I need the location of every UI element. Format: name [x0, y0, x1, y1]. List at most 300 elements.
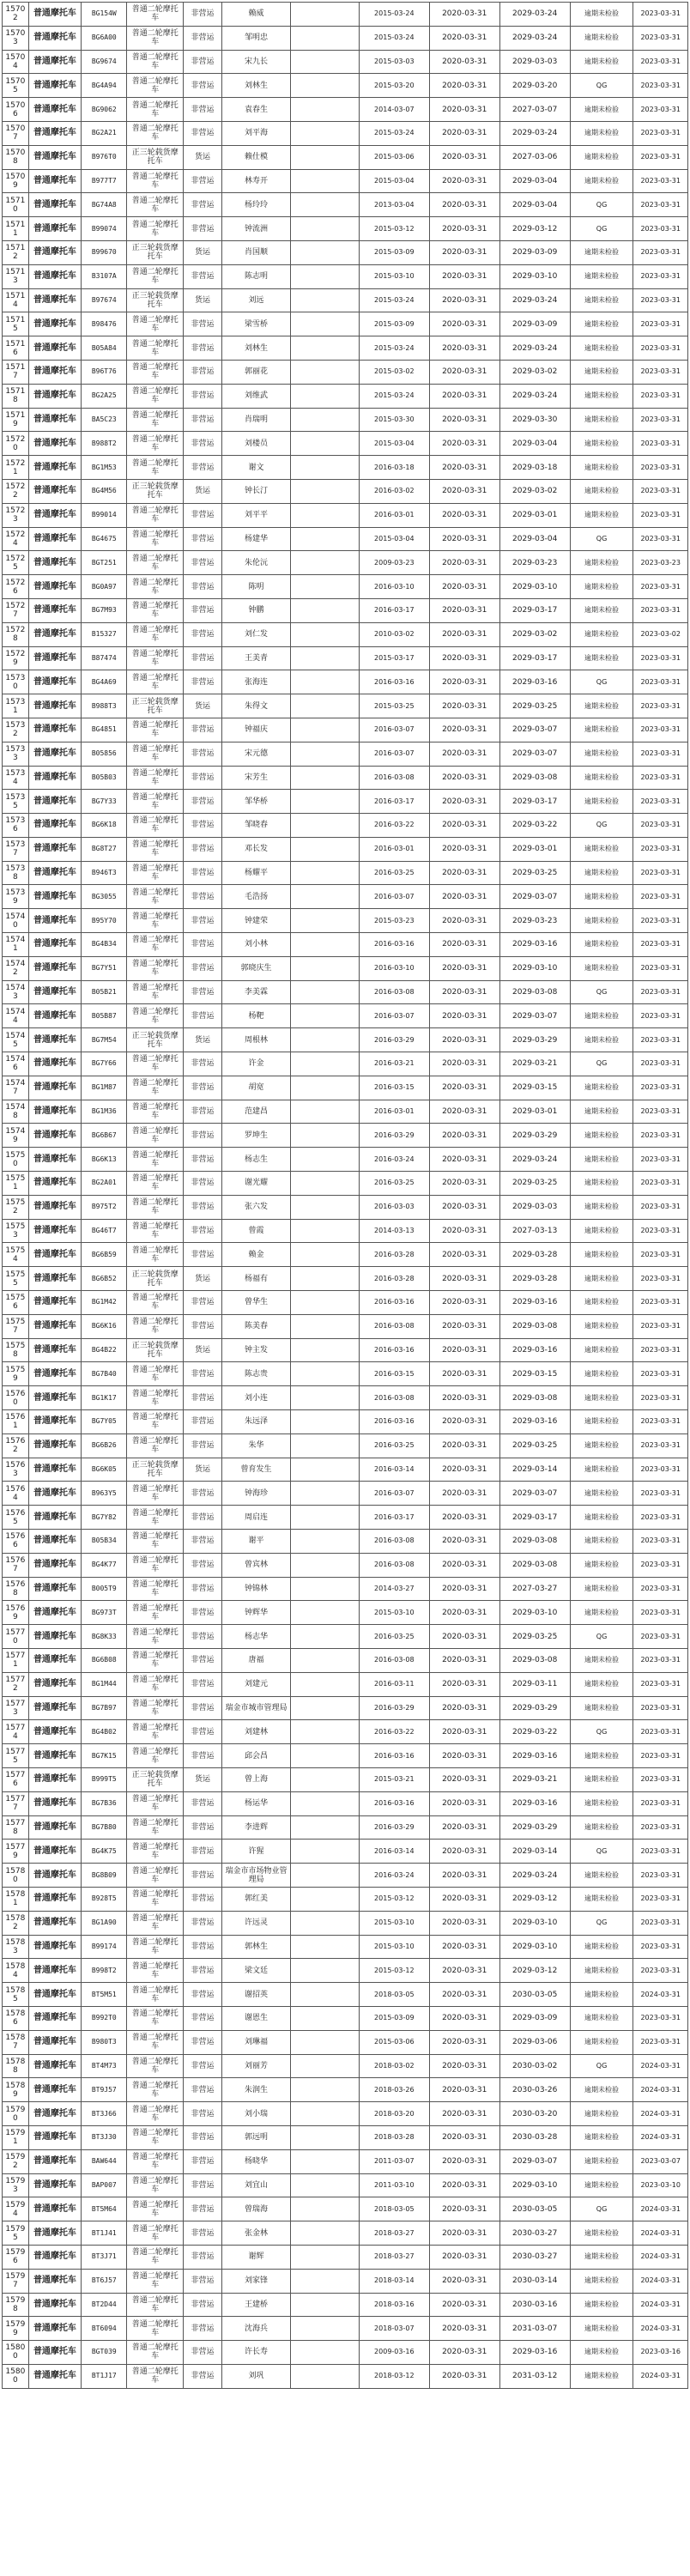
- row-id-cell: 15730: [3, 670, 29, 694]
- status-cell: 逾期未检验: [570, 121, 633, 145]
- vehicle-type-cell: 普通二轮摩托车: [127, 2149, 184, 2173]
- status-cell: 逾期未检验: [570, 933, 633, 957]
- usage-type-cell: 非营运: [183, 2078, 221, 2102]
- vehicle-category-cell: 普通摩托车: [28, 1935, 81, 1959]
- vehicle-category-cell: 普通摩托车: [28, 551, 81, 575]
- row-id-cell: 15753: [3, 1219, 29, 1243]
- blank-cell-cell: [290, 2102, 359, 2126]
- owner-name-cell: 许猩: [222, 1840, 291, 1864]
- vehicle-category-cell: 普通摩托车: [28, 2030, 81, 2054]
- owner-name-cell: 谢光耀: [222, 1172, 291, 1196]
- status-cell: 逾期未检验: [570, 1314, 633, 1338]
- scrap-date-cell: 2029-03-17: [499, 646, 570, 670]
- first-registration-date-cell: 2011-03-10: [359, 2173, 429, 2197]
- usage-type-cell: 非营运: [183, 980, 221, 1004]
- row-id-cell: 15713: [3, 264, 29, 288]
- table-row: [3, 1362, 688, 1386]
- usage-type-cell: 货运: [183, 1338, 221, 1362]
- plate-number-cell: BG6K13: [82, 1148, 127, 1172]
- status-cell: 逾期未检验: [570, 432, 633, 456]
- blank-cell-cell: [290, 814, 359, 838]
- scrap-date-cell: 2029-03-24: [499, 26, 570, 50]
- scrap-date-cell: 2029-03-11: [499, 1672, 570, 1696]
- vehicle-type-cell: 普通二轮摩托车: [127, 670, 184, 694]
- table-row: [3, 479, 688, 503]
- table-row: [3, 2006, 688, 2030]
- blank-cell-cell: [290, 312, 359, 336]
- vehicle-type-cell: 普通二轮摩托车: [127, 217, 184, 241]
- owner-name-cell: 朱华: [222, 1433, 291, 1458]
- scrap-date-cell: 2029-03-08: [499, 1386, 570, 1410]
- scrap-date-cell: 2030-03-02: [499, 2054, 570, 2078]
- blank-cell-cell: [290, 933, 359, 957]
- valid-until-cell: 2023-03-31: [633, 933, 688, 957]
- vehicle-category-cell: 普通摩托车: [28, 1291, 81, 1315]
- vehicle-type-cell: 普通二轮摩托车: [127, 2269, 184, 2293]
- first-registration-date-cell: 2015-03-06: [359, 2030, 429, 2054]
- row-id-cell: 15728: [3, 622, 29, 646]
- owner-name-cell: 刘小瑞: [222, 2102, 291, 2126]
- blank-cell-cell: [290, 2364, 359, 2388]
- usage-type-cell: 非营运: [183, 766, 221, 790]
- first-registration-date-cell: 2015-03-24: [359, 26, 429, 50]
- blank-cell-cell: [290, 264, 359, 288]
- status-cell: 逾期未检验: [570, 551, 633, 575]
- table-row: [3, 2364, 688, 2388]
- blank-cell-cell: [290, 1172, 359, 1196]
- inspection-date-cell: 2020-03-31: [429, 670, 499, 694]
- blank-cell-cell: [290, 2030, 359, 2054]
- vehicle-category-cell: 普通摩托车: [28, 1076, 81, 1100]
- status-cell: 逾期未检验: [570, 384, 633, 408]
- plate-number-cell: B05B21: [82, 980, 127, 1004]
- row-id-cell: 15772: [3, 1672, 29, 1696]
- inspection-date-cell: 2020-03-31: [429, 1815, 499, 1840]
- owner-name-cell: 朱得文: [222, 694, 291, 718]
- first-registration-date-cell: 2016-03-29: [359, 1124, 429, 1148]
- blank-cell-cell: [290, 3, 359, 27]
- table-row: [3, 1959, 688, 1983]
- plate-number-cell: BG8K33: [82, 1625, 127, 1649]
- valid-until-cell: 2023-03-31: [633, 217, 688, 241]
- owner-name-cell: 钟辉华: [222, 1601, 291, 1625]
- scrap-date-cell: 2029-03-14: [499, 1458, 570, 1482]
- status-cell: 逾期未检验: [570, 956, 633, 980]
- vehicle-category-cell: 普通摩托车: [28, 1506, 81, 1530]
- vehicle-type-cell: 普通二轮摩托车: [127, 527, 184, 551]
- inspection-date-cell: 2020-03-31: [429, 1076, 499, 1100]
- status-cell: 逾期未检验: [570, 742, 633, 766]
- usage-type-cell: 非营运: [183, 1553, 221, 1577]
- scrap-date-cell: 2029-03-04: [499, 432, 570, 456]
- blank-cell-cell: [290, 551, 359, 575]
- first-registration-date-cell: 2009-03-16: [359, 2341, 429, 2365]
- scrap-date-cell: 2030-03-26: [499, 2078, 570, 2102]
- usage-type-cell: 非营运: [183, 1124, 221, 1148]
- inspection-date-cell: 2020-03-31: [429, 1577, 499, 1601]
- vehicle-category-cell: 普通摩托车: [28, 264, 81, 288]
- first-registration-date-cell: 2016-03-29: [359, 1028, 429, 1052]
- status-cell: 逾期未检验: [570, 1887, 633, 1911]
- vehicle-category-cell: 普通摩托车: [28, 2221, 81, 2246]
- plate-number-cell: BT1J41: [82, 2221, 127, 2246]
- plate-number-cell: BT3J30: [82, 2125, 127, 2149]
- blank-cell-cell: [290, 2341, 359, 2365]
- table-row: [3, 1219, 688, 1243]
- plate-number-cell: BG7Y66: [82, 1052, 127, 1076]
- table-row: [3, 670, 688, 694]
- scrap-date-cell: 2029-03-07: [499, 885, 570, 909]
- row-id-cell: 15790: [3, 2102, 29, 2126]
- inspection-date-cell: 2020-03-31: [429, 1386, 499, 1410]
- plate-number-cell: BG7B80: [82, 1815, 127, 1840]
- table-row: [3, 408, 688, 432]
- row-id-cell: 15766: [3, 1530, 29, 1554]
- scrap-date-cell: 2027-03-13: [499, 1219, 570, 1243]
- vehicle-type-cell: 普通二轮摩托车: [127, 503, 184, 527]
- row-id-cell: 15706: [3, 98, 29, 122]
- vehicle-type-cell: 正三轮载货摩托车: [127, 240, 184, 264]
- valid-until-cell: 2023-03-31: [633, 1314, 688, 1338]
- valid-until-cell: 2023-03-31: [633, 145, 688, 169]
- valid-until-cell: 2023-03-31: [633, 527, 688, 551]
- row-id-cell: 15745: [3, 1028, 29, 1052]
- owner-name-cell: 钟建荣: [222, 909, 291, 933]
- scrap-date-cell: 2029-03-24: [499, 3, 570, 27]
- scrap-date-cell: 2029-03-06: [499, 2030, 570, 2054]
- plate-number-cell: BAP007: [82, 2173, 127, 2197]
- first-registration-date-cell: 2016-03-21: [359, 1052, 429, 1076]
- first-registration-date-cell: 2018-03-05: [359, 1983, 429, 2007]
- table-row: [3, 456, 688, 480]
- scrap-date-cell: 2030-03-16: [499, 2293, 570, 2317]
- owner-name-cell: 梁文廷: [222, 1959, 291, 1983]
- blank-cell-cell: [290, 527, 359, 551]
- owner-name-cell: 朱润生: [222, 2078, 291, 2102]
- blank-cell-cell: [290, 1672, 359, 1696]
- vehicle-category-cell: 普通摩托车: [28, 336, 81, 361]
- row-id-cell: 15799: [3, 2317, 29, 2341]
- vehicle-category-cell: 普通摩托车: [28, 121, 81, 145]
- usage-type-cell: 非营运: [183, 575, 221, 599]
- table-row: [3, 1530, 688, 1554]
- plate-number-cell: BT1J17: [82, 2364, 127, 2388]
- valid-until-cell: 2023-03-31: [633, 718, 688, 742]
- scrap-date-cell: 2029-03-09: [499, 312, 570, 336]
- inspection-date-cell: 2020-03-31: [429, 456, 499, 480]
- blank-cell-cell: [290, 885, 359, 909]
- owner-name-cell: 朱远泽: [222, 1410, 291, 1434]
- inspection-date-cell: 2020-03-31: [429, 575, 499, 599]
- owner-name-cell: 陈志明: [222, 264, 291, 288]
- valid-until-cell: 2023-03-31: [633, 1959, 688, 1983]
- status-cell: 逾期未检验: [570, 1458, 633, 1482]
- scrap-date-cell: 2029-03-17: [499, 1506, 570, 1530]
- table-body: [3, 3, 688, 2389]
- status-cell: 逾期未检验: [570, 1004, 633, 1028]
- vehicle-category-cell: 普通摩托车: [28, 527, 81, 551]
- usage-type-cell: 非营运: [183, 1195, 221, 1219]
- owner-name-cell: 王美青: [222, 646, 291, 670]
- table-row: [3, 527, 688, 551]
- valid-until-cell: 2023-03-31: [633, 1124, 688, 1148]
- vehicle-type-cell: 正三轮载货摩托车: [127, 145, 184, 169]
- first-registration-date-cell: 2015-03-12: [359, 217, 429, 241]
- first-registration-date-cell: 2015-03-17: [359, 646, 429, 670]
- valid-until-cell: 2023-03-31: [633, 2006, 688, 2030]
- first-registration-date-cell: 2016-03-16: [359, 1291, 429, 1315]
- scrap-date-cell: 2029-03-08: [499, 1314, 570, 1338]
- owner-name-cell: 郭丽花: [222, 360, 291, 384]
- vehicle-type-cell: 普通二轮摩托车: [127, 1959, 184, 1983]
- status-cell: 逾期未检验: [570, 26, 633, 50]
- table-row: [3, 1815, 688, 1840]
- table-row: [3, 1338, 688, 1362]
- owner-name-cell: 张金林: [222, 2221, 291, 2246]
- usage-type-cell: 非营运: [183, 432, 221, 456]
- status-cell: 逾期未检验: [570, 837, 633, 861]
- valid-until-cell: 2023-03-31: [633, 432, 688, 456]
- table-row: [3, 1672, 688, 1696]
- row-id-cell: 15714: [3, 288, 29, 312]
- first-registration-date-cell: 2015-03-24: [359, 3, 429, 27]
- plate-number-cell: B15327: [82, 622, 127, 646]
- vehicle-category-cell: 普通摩托车: [28, 1338, 81, 1362]
- inspection-date-cell: 2020-03-31: [429, 766, 499, 790]
- blank-cell-cell: [290, 74, 359, 98]
- vehicle-category-cell: 普通摩托车: [28, 2078, 81, 2102]
- plate-number-cell: B999T5: [82, 1767, 127, 1791]
- first-registration-date-cell: 2016-03-14: [359, 1458, 429, 1482]
- usage-type-cell: 非营运: [183, 1577, 221, 1601]
- plate-number-cell: BG4K77: [82, 1553, 127, 1577]
- vehicle-type-cell: 普通二轮摩托车: [127, 50, 184, 74]
- usage-type-cell: 非营运: [183, 336, 221, 361]
- valid-until-cell: 2023-03-31: [633, 1482, 688, 1506]
- usage-type-cell: 非营运: [183, 456, 221, 480]
- status-cell: 逾期未检验: [570, 240, 633, 264]
- inspection-date-cell: 2020-03-31: [429, 240, 499, 264]
- table-row: [3, 1983, 688, 2007]
- table-row: [3, 336, 688, 361]
- status-cell: 逾期未检验: [570, 1815, 633, 1840]
- inspection-date-cell: 2020-03-31: [429, 909, 499, 933]
- scrap-date-cell: 2029-03-25: [499, 1172, 570, 1196]
- inspection-date-cell: 2020-03-31: [429, 622, 499, 646]
- valid-until-cell: 2023-03-31: [633, 1553, 688, 1577]
- plate-number-cell: B988T3: [82, 694, 127, 718]
- owner-name-cell: 张海连: [222, 670, 291, 694]
- row-id-cell: 15797: [3, 2269, 29, 2293]
- vehicle-category-cell: 普通摩托车: [28, 1696, 81, 1720]
- table-row: [3, 3, 688, 27]
- valid-until-cell: 2023-03-31: [633, 885, 688, 909]
- row-id-cell: 15739: [3, 885, 29, 909]
- status-cell: QG: [570, 670, 633, 694]
- scrap-date-cell: 2029-03-07: [499, 1004, 570, 1028]
- inspection-date-cell: 2020-03-31: [429, 551, 499, 575]
- scrap-date-cell: 2029-03-22: [499, 814, 570, 838]
- row-id-cell: 15744: [3, 1004, 29, 1028]
- owner-name-cell: 范建昌: [222, 1100, 291, 1124]
- owner-name-cell: 钟海珍: [222, 1482, 291, 1506]
- valid-until-cell: 2023-03-31: [633, 3, 688, 27]
- owner-name-cell: 杨志华: [222, 1625, 291, 1649]
- valid-until-cell: 2023-03-31: [633, 1458, 688, 1482]
- first-registration-date-cell: 2016-03-29: [359, 1696, 429, 1720]
- inspection-date-cell: 2020-03-31: [429, 2125, 499, 2149]
- vehicle-type-cell: 普通二轮摩托车: [127, 336, 184, 361]
- status-cell: 逾期未检验: [570, 456, 633, 480]
- inspection-date-cell: 2020-03-31: [429, 2006, 499, 2030]
- vehicle-type-cell: 普通二轮摩托车: [127, 742, 184, 766]
- first-registration-date-cell: 2015-03-30: [359, 408, 429, 432]
- plate-number-cell: BG7M54: [82, 1028, 127, 1052]
- usage-type-cell: 非营运: [183, 2173, 221, 2197]
- inspection-date-cell: 2020-03-31: [429, 479, 499, 503]
- status-cell: 逾期未检验: [570, 1291, 633, 1315]
- valid-until-cell: 2023-03-31: [633, 1767, 688, 1791]
- valid-until-cell: 2023-03-31: [633, 646, 688, 670]
- inspection-date-cell: 2020-03-31: [429, 1696, 499, 1720]
- row-id-cell: 15777: [3, 1791, 29, 1815]
- valid-until-cell: 2023-03-10: [633, 2173, 688, 2197]
- table-row: [3, 1124, 688, 1148]
- blank-cell-cell: [290, 193, 359, 217]
- plate-number-cell: B05A84: [82, 336, 127, 361]
- vehicle-type-cell: 普通二轮摩托车: [127, 1887, 184, 1911]
- owner-name-cell: 杨玲玲: [222, 193, 291, 217]
- owner-name-cell: 陈志贵: [222, 1362, 291, 1386]
- table-row: [3, 1911, 688, 1935]
- owner-name-cell: 杨晓华: [222, 2149, 291, 2173]
- owner-name-cell: 袁春生: [222, 98, 291, 122]
- first-registration-date-cell: 2015-03-24: [359, 121, 429, 145]
- plate-number-cell: B95Y70: [82, 909, 127, 933]
- valid-until-cell: 2024-03-31: [633, 2221, 688, 2246]
- plate-number-cell: BG6A00: [82, 26, 127, 50]
- row-id-cell: 15792: [3, 2149, 29, 2173]
- inspection-date-cell: 2020-03-31: [429, 2102, 499, 2126]
- table-row: [3, 861, 688, 885]
- scrap-date-cell: 2029-03-29: [499, 1815, 570, 1840]
- scrap-date-cell: 2030-03-20: [499, 2102, 570, 2126]
- blank-cell-cell: [290, 2125, 359, 2149]
- status-cell: 逾期未检验: [570, 2149, 633, 2173]
- plate-number-cell: BG7K15: [82, 1744, 127, 1768]
- valid-until-cell: 2023-03-31: [633, 1506, 688, 1530]
- usage-type-cell: 非营运: [183, 2149, 221, 2173]
- status-cell: 逾期未检验: [570, 98, 633, 122]
- owner-name-cell: 杨建华: [222, 527, 291, 551]
- blank-cell-cell: [290, 1028, 359, 1052]
- plate-number-cell: BG6B52: [82, 1267, 127, 1291]
- vehicle-category-cell: 普通摩托车: [28, 408, 81, 432]
- inspection-date-cell: 2020-03-31: [429, 1959, 499, 1983]
- valid-until-cell: 2023-03-31: [633, 1076, 688, 1100]
- usage-type-cell: 非营运: [183, 503, 221, 527]
- usage-type-cell: 非营运: [183, 2245, 221, 2269]
- scrap-date-cell: 2029-03-17: [499, 790, 570, 814]
- plate-number-cell: B975T2: [82, 1195, 127, 1219]
- usage-type-cell: 非营运: [183, 2102, 221, 2126]
- plate-number-cell: B98476: [82, 312, 127, 336]
- first-registration-date-cell: 2018-03-20: [359, 2102, 429, 2126]
- vehicle-category-cell: 普通摩托车: [28, 766, 81, 790]
- blank-cell-cell: [290, 1124, 359, 1148]
- blank-cell-cell: [290, 503, 359, 527]
- usage-type-cell: 非营运: [183, 933, 221, 957]
- inspection-date-cell: 2020-03-31: [429, 1052, 499, 1076]
- table-row: [3, 980, 688, 1004]
- usage-type-cell: 非营运: [183, 1840, 221, 1864]
- scrap-date-cell: 2030-03-05: [499, 1983, 570, 2007]
- first-registration-date-cell: 2018-03-16: [359, 2293, 429, 2317]
- valid-until-cell: 2023-03-31: [633, 814, 688, 838]
- row-id-cell: 15733: [3, 742, 29, 766]
- vehicle-category-cell: 普通摩托车: [28, 1911, 81, 1935]
- inspection-date-cell: 2020-03-31: [429, 933, 499, 957]
- table-row: [3, 814, 688, 838]
- owner-name-cell: 赖金: [222, 1243, 291, 1267]
- table-row: [3, 1243, 688, 1267]
- valid-until-cell: 2023-03-31: [633, 193, 688, 217]
- row-id-cell: 15711: [3, 217, 29, 241]
- vehicle-category-cell: 普通摩托车: [28, 718, 81, 742]
- vehicle-type-cell: 正三轮载货摩托车: [127, 1028, 184, 1052]
- scrap-date-cell: 2029-03-24: [499, 121, 570, 145]
- scrap-date-cell: 2029-03-10: [499, 1935, 570, 1959]
- plate-number-cell: BG7B40: [82, 1362, 127, 1386]
- vehicle-type-cell: 普通二轮摩托车: [127, 2245, 184, 2269]
- row-id-cell: 15724: [3, 527, 29, 551]
- vehicle-category-cell: 普通摩托车: [28, 742, 81, 766]
- valid-until-cell: 2023-03-31: [633, 240, 688, 264]
- row-id-cell: 15758: [3, 1338, 29, 1362]
- plate-number-cell: B928T5: [82, 1887, 127, 1911]
- scrap-date-cell: 2031-03-12: [499, 2364, 570, 2388]
- first-registration-date-cell: 2015-03-24: [359, 336, 429, 361]
- row-id-cell: 15798: [3, 2293, 29, 2317]
- row-id-cell: 15761: [3, 1410, 29, 1434]
- inspection-date-cell: 2020-03-31: [429, 2245, 499, 2269]
- status-cell: 逾期未检验: [570, 575, 633, 599]
- scrap-date-cell: 2029-03-24: [499, 1864, 570, 1888]
- table-row: [3, 1028, 688, 1052]
- inspection-date-cell: 2020-03-31: [429, 50, 499, 74]
- vehicle-type-cell: 普通二轮摩托车: [127, 2364, 184, 2388]
- usage-type-cell: 货运: [183, 1267, 221, 1291]
- row-id-cell: 15785: [3, 1983, 29, 2007]
- first-registration-date-cell: 2015-03-10: [359, 1935, 429, 1959]
- usage-type-cell: 非营运: [183, 2293, 221, 2317]
- table-row: [3, 1887, 688, 1911]
- table-row: [3, 1553, 688, 1577]
- valid-until-cell: 2023-03-31: [633, 598, 688, 622]
- plate-number-cell: BG0A97: [82, 575, 127, 599]
- table-row: [3, 169, 688, 193]
- first-registration-date-cell: 2016-03-25: [359, 1625, 429, 1649]
- vehicle-category-cell: 普通摩托车: [28, 622, 81, 646]
- vehicle-type-cell: 普通二轮摩托车: [127, 814, 184, 838]
- scrap-date-cell: 2029-03-08: [499, 1648, 570, 1672]
- status-cell: 逾期未检验: [570, 1648, 633, 1672]
- blank-cell-cell: [290, 1959, 359, 1983]
- first-registration-date-cell: 2016-03-08: [359, 1314, 429, 1338]
- inspection-date-cell: 2020-03-31: [429, 432, 499, 456]
- blank-cell-cell: [290, 1553, 359, 1577]
- inspection-date-cell: 2020-03-31: [429, 408, 499, 432]
